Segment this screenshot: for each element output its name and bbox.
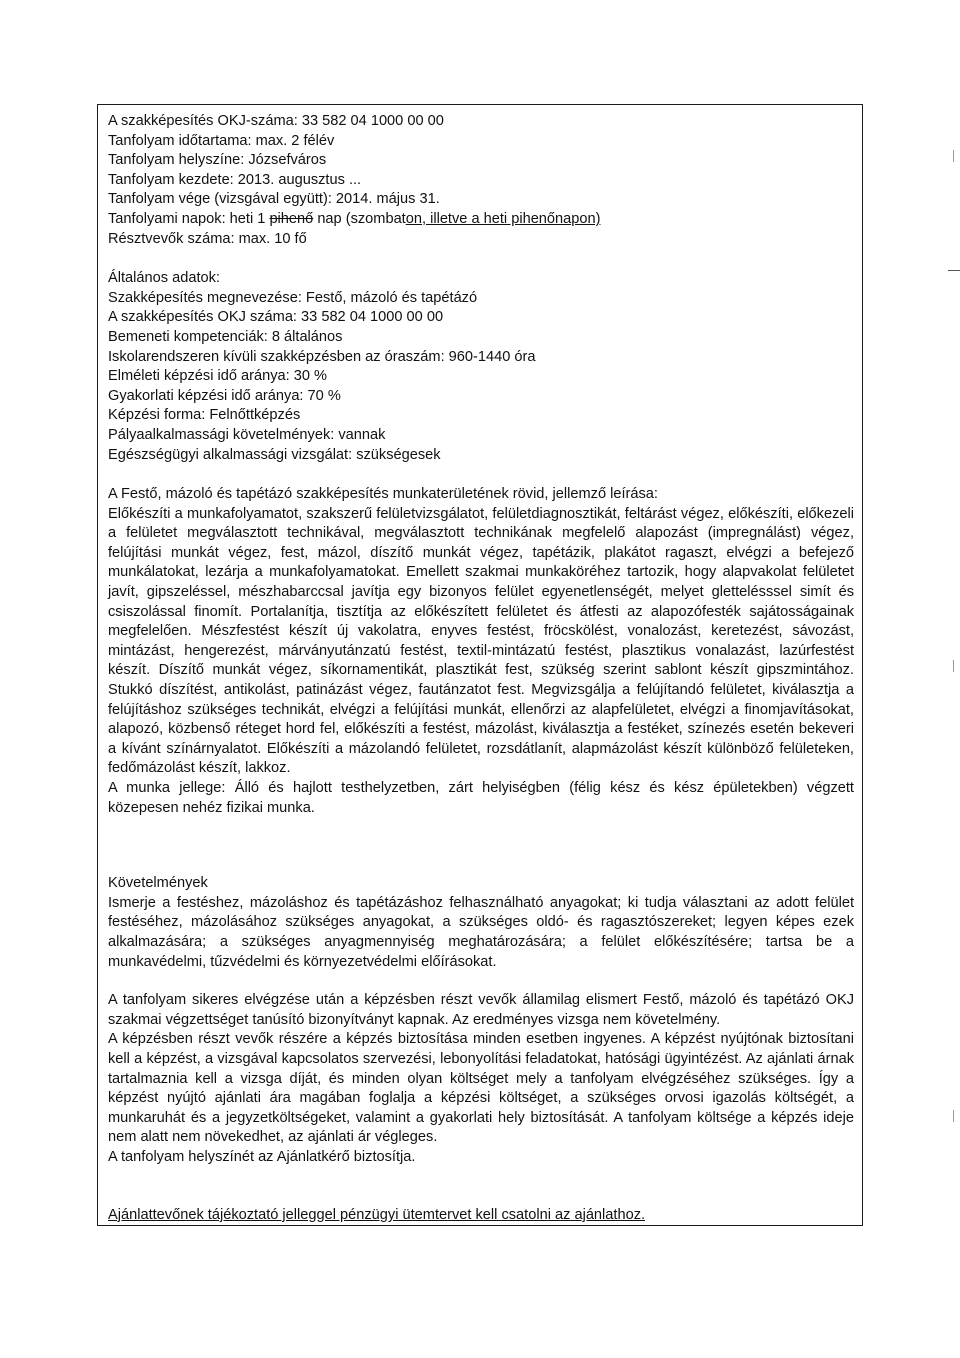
scan-edge-mark xyxy=(948,270,960,271)
general-line: Bemeneti kompetenciák: 8 általános xyxy=(108,328,343,345)
scan-edge-dot xyxy=(953,150,954,162)
course-days-mid: nap (szombat xyxy=(313,210,406,227)
closing-paragraph-costs: A képzésben részt vevők részére a képzés biztosítása minden esetben ingyenes. A képzést nyújtónak biztosítani kell a képzést, a vizsgával kapcsolatos szervezési, lebonyolítási feladatokat, hatósági ügyintézést. Az ajánlati árnak tartalmaznia kell a vizsga díját, és minden olyan költséget mely a tanfolyam elvégzéséhez szükséges. Így a képzést nyújtó ajánlati ára magában foglalja a képzési költséget, a szükséges orvosi igazolás költségét, a munkaruhát és a jegyzetköltségeket, valamint a gyakorlati hely biztosítását. A tanfolyam költsége a képzés ideje nem alatt nem növekedhet, az ajánlati ár végleges. xyxy=(108,1031,854,1146)
requirements-body: Ismerje a festéshez, mázoláshoz és tapétázáshoz felhasználható anyagokat; ki tudja választani az adott felület festéséhez, mázolásához szükséges anyagokat, a szükséges oldó- és ragasztószereket; legyen képes ezek alkalmazására; a szükséges anyagmennyiség meghatározására; a felület előkészítésére; tartsa be a munkavédelmi, tűzvédelmi és környezetvédelmi előírásokat. xyxy=(108,894,854,970)
course-venue: Tanfolyam helyszíne: Józsefváros xyxy=(108,152,327,169)
footer-note xyxy=(108,1206,645,1225)
participant-count: Résztvevők száma: max. 10 fő xyxy=(108,230,307,247)
general-line: Szakképesítés megnevezése: Festő, mázoló és tapétázó xyxy=(108,289,478,306)
course-days-underlined: on, illetve a heti pihenőnapon) xyxy=(405,210,601,227)
course-start: Tanfolyam kezdete: 2013. augusztus ... xyxy=(108,171,362,188)
okj-number: A szakképesítés OKJ-száma: 33 582 04 1000 00 00 xyxy=(108,113,444,129)
closing-paragraph-certificate: A tanfolyam sikeres elvégzése után a képzésben részt vevők államilag elismert Festő, mázoló és tapétázó OKJ szakmai végzettséget tanúsító bizonyítványt kapnak. Az eredményes vizsga nem követelmény. xyxy=(108,992,854,1028)
course-days-prefix: Tanfolyami napok: heti 1 xyxy=(108,210,270,227)
general-heading: Általános adatok: xyxy=(108,270,220,287)
work-nature: A munka jellege: Álló és hajlott testhelyzetben, zárt helyiségben (félig kész és kész épületekben) végzett közepesen nehéz fizikai munka. xyxy=(108,780,854,816)
requirements-heading: Követelmények xyxy=(108,875,208,892)
scan-edge-dot xyxy=(953,660,954,672)
course-end: Tanfolyam vége (vizsgával együtt): 2014. május 31. xyxy=(108,191,440,208)
document-body xyxy=(108,112,854,1168)
general-line: A szakképesítés OKJ száma: 33 582 04 1000 00 00 xyxy=(108,309,444,326)
description-heading: A Festő, mázoló és tapétázó szakképesítés munkaterületének rövid, jellemző leírása: xyxy=(108,486,658,503)
general-line: Iskolarendszeren kívüli szakképzésben az óraszám: 960-1440 óra xyxy=(108,348,536,365)
scan-edge-dot xyxy=(953,1110,954,1122)
course-days-struck: pihenő xyxy=(269,210,314,227)
closing-paragraph-venue: A tanfolyam helyszínét az Ajánlatkérő biztosítja. xyxy=(108,1148,416,1165)
course-duration: Tanfolyam időtartama: max. 2 félév xyxy=(108,132,335,149)
general-line: Egészségügyi alkalmassági vizsgálat: szükségesek xyxy=(108,446,441,463)
course-days xyxy=(108,210,854,230)
general-line: Gyakorlati képzési idő aránya: 70 % xyxy=(108,387,341,404)
description-body: Előkészíti a munkafolyamatot, szakszerű felületvizsgálatot, felületdiagnosztikát, feltárást végez, előkészíti, előkezeli a felületet megválasztott technikával, megválasztott technikának megfelelő alapozást (impregnálást) végez, felújítási munkát végez, fest, mázol, díszítő munkát végez, tapétázik, plakátot ragaszt, elvégzi a befejező munkálatokat, lezárja a munkafolyamatokat. Emellett szakmai munkaköréhez tartozik, hogy alapvakolat felületet javít, gipszeléssel, mészhabarccsal javítja egy bizonyos felület egyenetlenségét, melyet glettelésssel simít és csiszolással finomít. Portalanítja, tisztítja az előkészített felületet és átfesti az alapozófesték sajátosságainak megfelelően. Mészfestést készít új vakolatra, enyves festést, fröcskölést, vonalozást, keretezést, sávozást, mintázást, hengerezést, márványutánzatú festést, textil-mintázatú festést, plasztikus vonalazást, lazúrfestést készít. Díszítő munkát végez, síkornamentikát, plasztikát fest, szükség szerint sablont készít gipszmintához. Stukkó díszítést, antikolást, patinázást végez, fautánzatot fest. Megvizsgálja a felújítandó felületet, kiválasztja a felújításhoz szükséges technikát, elvégzi a felújítási munkát, ellenőrzi az alapfelületet, elvégzi a finomjavításokat, alapozó, közbenső réteget hord fel, előkészíti a festést, mázolást, kiválasztja a festéket, színezés esetén bekeveri a kívánt színárnyalatot. Előkészíti a mázolandó felületet, rozsdátlanít, alapmázolást készít különböző felületeken, fedőmázolást készít, lakkoz. xyxy=(108,505,854,777)
general-line: Pályaalkalmassági követelmények: vannak xyxy=(108,426,386,443)
footer-note-text: Ajánlattevőnek tájékoztató jelleggel pénzügyi ütemtervet kell csatolni az ajánlathoz. xyxy=(108,1207,646,1223)
general-line: Elméleti képzési idő aránya: 30 % xyxy=(108,368,328,385)
general-line: Képzési forma: Felnőttképzés xyxy=(108,407,301,424)
